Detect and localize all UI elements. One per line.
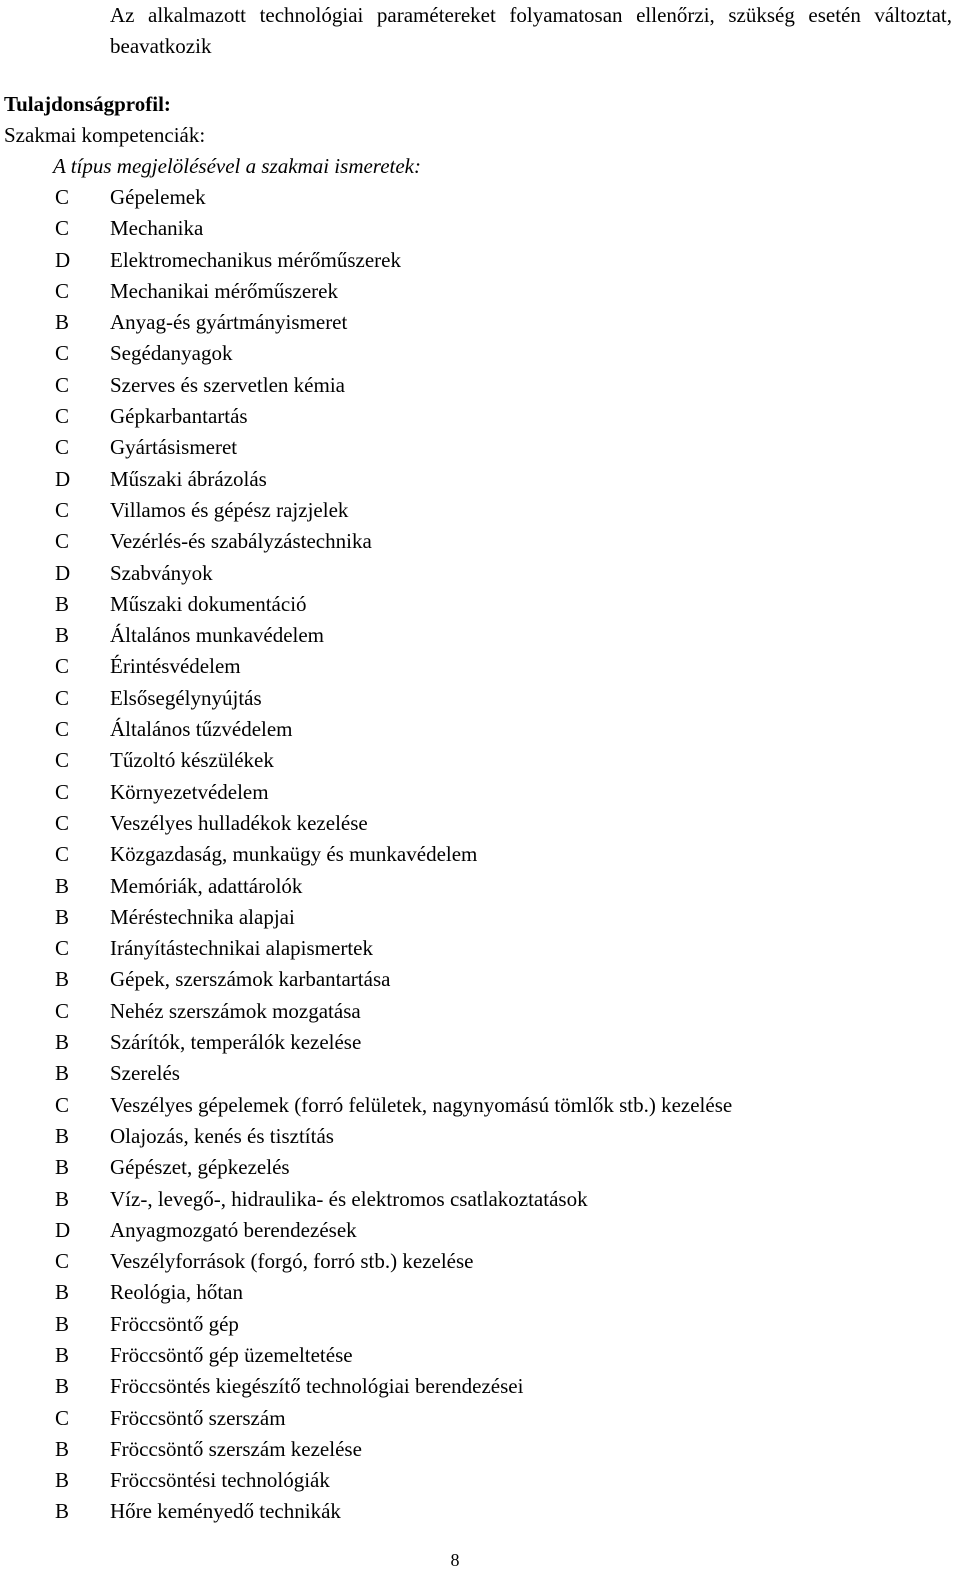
skill-name: Általános tűzvédelem [110, 717, 293, 742]
skill-level: B [55, 1030, 70, 1055]
skill-level: B [55, 1436, 70, 1461]
skill-level: C [55, 529, 70, 554]
skill-level: C [55, 842, 70, 867]
skill-name: Irányítástechnikai alapismertek [110, 936, 373, 961]
skill-level: C [55, 717, 70, 742]
page-number: 8 [450, 1550, 460, 1570]
skill-name: Tűzoltó készülékek [110, 748, 274, 773]
skill-name: Mechanika [110, 216, 204, 241]
skill-level: C [55, 278, 70, 303]
skill-name: Szerves és szervetlen kémia [110, 372, 345, 397]
skill-name: Olajozás, kenés és tisztítás [110, 1123, 334, 1148]
skill-level: D [55, 1217, 71, 1242]
skill-name: Fröccsöntési technológiák [110, 1468, 330, 1493]
skill-level: C [55, 404, 70, 429]
skill-name: Műszaki ábrázolás [110, 466, 267, 491]
skill-name: Memóriák, adattárolók [110, 873, 303, 898]
skill-level: C [55, 810, 70, 835]
knowledge-type-heading: A típus megjelölésével a szakmai ismeretek: [53, 154, 421, 178]
skill-name: Vezérlés-és szabályzástechnika [110, 529, 372, 554]
skill-name: Gépek, szerszámok karbantartása [110, 967, 391, 992]
intro-paragraph: Az alkalmazott technológiai paramétereket folyamatosan ellenőrzi, szükség esetén változtat, beavatkozik [110, 3, 952, 58]
competencies-heading: Szakmai kompetenciák: [4, 123, 206, 147]
skill-name: Elektromechanikus mérőműszerek [110, 247, 401, 272]
skill-level: B [55, 623, 70, 648]
skill-name: Veszélyes gépelemek (forró felületek, nagynyomású tömlők stb.) kezelése [110, 1092, 733, 1117]
skill-level: B [55, 1499, 70, 1524]
skill-level: B [55, 1186, 70, 1211]
skill-level: B [55, 873, 70, 898]
skill-level: C [55, 748, 70, 773]
skill-level: B [55, 1280, 70, 1305]
skill-name: Mechanikai mérőműszerek [110, 278, 338, 303]
skill-level: B [55, 1342, 70, 1367]
skill-name: Gyártásismeret [110, 435, 238, 460]
skill-level: C [55, 654, 70, 679]
skill-level: C [55, 497, 70, 522]
skill-level: B [55, 1061, 70, 1086]
skill-name: Általános munkavédelem [110, 623, 325, 648]
skill-level: B [55, 1311, 70, 1336]
skill-level: B [55, 1468, 70, 1493]
skill-level: C [55, 1092, 70, 1117]
skill-name: Villamos és gépész rajzjelek [110, 497, 349, 522]
skill-name: Műszaki dokumentáció [110, 591, 307, 616]
skill-name: Fröccsöntő szerszám kezelése [110, 1436, 362, 1461]
skill-name: Veszélyforrások (forgó, forró stb.) kezelése [110, 1249, 474, 1274]
skill-level: C [55, 936, 70, 961]
skill-name: Érintésvédelem [110, 654, 241, 679]
skill-name: Fröccsöntő gép [110, 1311, 239, 1336]
skill-level: C [55, 1405, 70, 1430]
skill-name: Nehéz szerszámok mozgatása [110, 998, 361, 1023]
skill-level: C [55, 435, 70, 460]
skill-name: Szabványok [110, 560, 213, 585]
skill-level: D [55, 466, 71, 491]
skill-level: B [55, 967, 70, 992]
skill-level: B [55, 1155, 70, 1180]
skill-name: Anyag-és gyártmányismeret [110, 310, 348, 335]
skill-level: C [55, 685, 70, 710]
skill-level: C [55, 341, 70, 366]
skill-name: Hőre keményedő technikák [110, 1499, 341, 1524]
skill-name: Fröccsöntés kiegészítő technológiai berendezései [110, 1374, 524, 1399]
profile-heading: Tulajdonságprofil: [4, 92, 171, 116]
skill-name: Veszélyes hulladékok kezelése [110, 810, 368, 835]
skill-level: C [55, 998, 70, 1023]
skill-level: C [55, 185, 70, 209]
skill-name: Anyagmozgató berendezések [110, 1217, 357, 1242]
skill-name: Reológia, hőtan [110, 1280, 243, 1305]
skill-name: Szerelés [110, 1061, 180, 1086]
skill-level: D [55, 560, 71, 585]
skill-name: Szárítók, temperálók kezelése [110, 1030, 362, 1055]
skill-name: Környezetvédelem [110, 779, 269, 804]
skill-level: B [55, 1374, 70, 1399]
skill-name: Méréstechnika alapjai [110, 904, 295, 929]
skill-name: Fröccsöntő szerszám [110, 1405, 286, 1430]
skill-name: Gépészet, gépkezelés [110, 1155, 290, 1180]
skill-level: C [55, 372, 70, 397]
skill-name: Gépkarbantartás [110, 404, 248, 429]
skill-name: Fröccsöntő gép üzemeltetése [110, 1342, 353, 1367]
skill-name: Gépelemek [110, 185, 206, 209]
skill-level: D [55, 247, 71, 272]
skill-level: B [55, 1123, 70, 1148]
skill-level: C [55, 216, 70, 241]
skill-level: B [55, 591, 70, 616]
skill-name: Segédanyagok [110, 341, 233, 366]
skill-level: C [55, 779, 70, 804]
skill-name: Víz-, levegő-, hidraulika- és elektromos csatlakoztatások [110, 1186, 588, 1211]
skill-level: C [55, 1249, 70, 1274]
skill-level: B [55, 310, 70, 335]
skill-name: Elsősegélynyújtás [110, 685, 262, 710]
skill-name: Közgazdaság, munkaügy és munkavédelem [110, 842, 478, 867]
skill-level: B [55, 904, 70, 929]
